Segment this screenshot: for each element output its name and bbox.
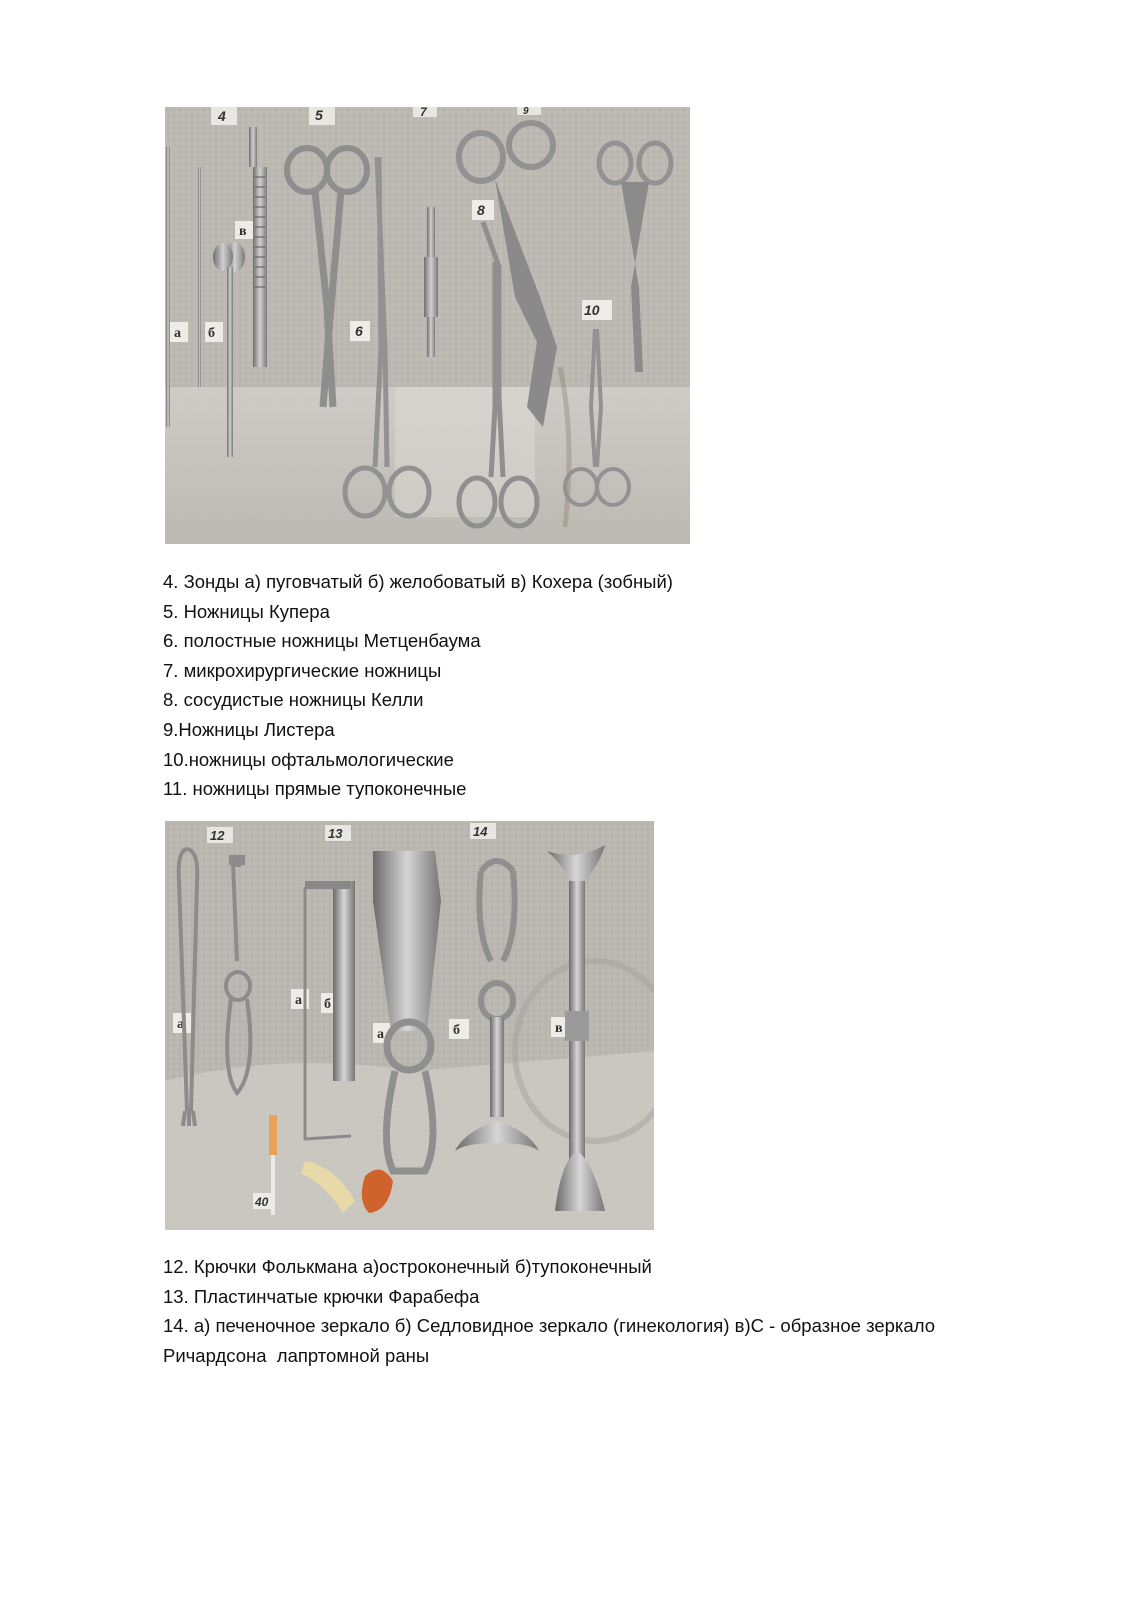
svg-text:13: 13	[328, 826, 343, 841]
caption-9-lister-scissors: 9.Ножницы Листера	[163, 718, 335, 740]
caption-5-cooper-scissors: 5. Ножницы Купера	[163, 600, 330, 622]
caption-12-volkmann-hooks: 12. Крючки Фолькмана а)остроконечный б)тупоконечный	[163, 1256, 652, 1277]
svg-text:б: б	[324, 997, 331, 1012]
instruments-photo-2	[165, 821, 654, 1230]
label-tag-5	[309, 107, 335, 125]
label-tag-12	[207, 827, 233, 843]
svg-text:7: 7	[420, 107, 427, 119]
caption-6-metzenbaum-scissors: 6. полостные ножницы Метценбаума	[163, 630, 481, 652]
caption-14-mirrors: 14. а) печеночное зеркало б) Седловидное зеркало (гинекология) в)С - образное зеркало Ричардсона лапртомной раны	[163, 1315, 941, 1366]
svg-text:4: 4	[218, 108, 226, 124]
instruments-photo-1	[165, 107, 690, 544]
label-tag-10	[582, 300, 612, 320]
svg-text:14: 14	[473, 824, 488, 839]
caption-13-farabeuf-retractors: 13. Пластинчатые крючки Фарабефа	[163, 1285, 480, 1307]
svg-text:10: 10	[584, 302, 600, 318]
label-tag-b-mirror	[449, 1019, 469, 1039]
caption-8-kelly-scissors: 8. сосудистые ножницы Келли	[163, 689, 424, 711]
label-tag-b	[205, 322, 223, 342]
svg-text:а: а	[177, 1017, 184, 1032]
svg-text:в: в	[555, 1021, 563, 1036]
svg-text:б: б	[453, 1023, 460, 1038]
svg-text:6: 6	[355, 323, 363, 339]
svg-text:12: 12	[210, 828, 225, 843]
caption-11-straight-scissors: 11. ножницы прямые тупоконечные	[163, 778, 467, 800]
instruments-photo-2-canvas	[165, 821, 654, 1230]
svg-text:а: а	[377, 1027, 384, 1042]
svg-text:5: 5	[315, 107, 323, 123]
label-tag-4	[211, 107, 237, 125]
captions-block-2	[163, 1252, 1023, 1370]
label-tag-v	[235, 221, 253, 239]
svg-text:9: 9	[523, 107, 529, 117]
svg-text:а: а	[295, 993, 302, 1008]
label-tag-8	[472, 200, 494, 220]
svg-text:8: 8	[477, 202, 485, 218]
caption-4-probes: 4. Зонды а) пуговчатый б) желобоватый в) Кохера (зобный)	[163, 571, 673, 592]
caption-7-micro-scissors: 7. микрохирургические ножницы	[163, 659, 442, 681]
label-tag-13	[325, 825, 351, 841]
captions-block-1	[163, 567, 1023, 804]
label-tag-a	[170, 322, 188, 342]
svg-text:а: а	[174, 326, 181, 341]
caption-10-ophthalmic-scissors: 10.ножницы офтальмологические	[163, 748, 454, 770]
label-tag-6	[350, 321, 370, 341]
svg-text:б: б	[208, 326, 215, 341]
label-tag-14	[470, 823, 496, 839]
svg-text:в: в	[239, 224, 247, 239]
instruments-photo-1-canvas	[165, 107, 690, 544]
svg-text:40: 40	[255, 1195, 269, 1209]
